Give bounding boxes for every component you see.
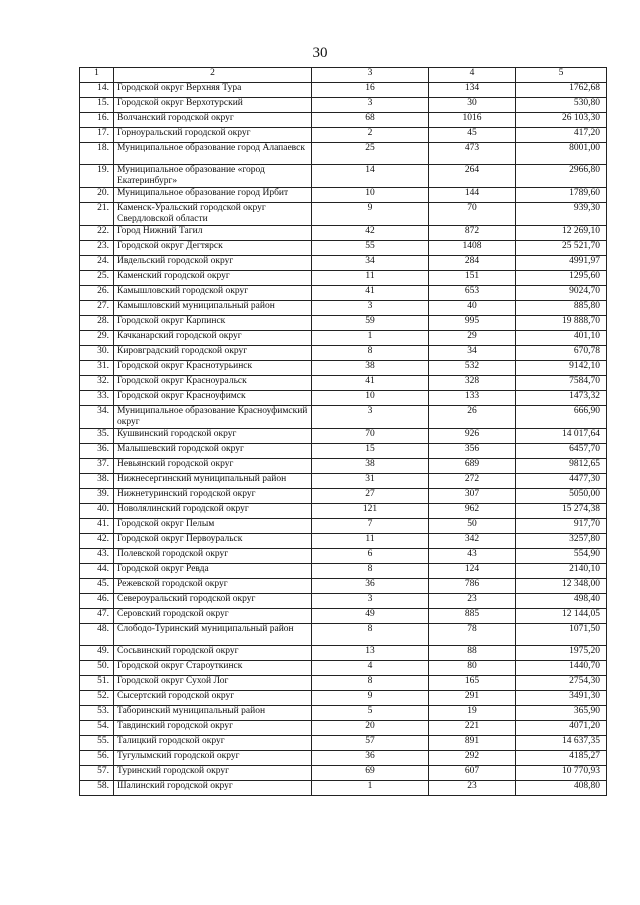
table-cell-col1: 28. — [80, 316, 114, 331]
table-cell-col2: Городской округ Староуткинск — [114, 661, 312, 676]
table-row — [80, 459, 607, 474]
table-cell-col1: 46. — [80, 594, 114, 609]
table-cell-col1: 44. — [80, 564, 114, 579]
table-cell-col3: 7 — [312, 519, 429, 534]
table-cell-col5: 6457,70 — [516, 444, 607, 459]
table-row — [80, 83, 607, 98]
table-cell-col2: Городской округ Ревда — [114, 564, 312, 579]
table-cell-col2: Городской округ Верхняя Тура — [114, 83, 312, 98]
table-cell-col3: 20 — [312, 721, 429, 736]
table-cell-col4: 891 — [429, 736, 516, 751]
table-row — [80, 534, 607, 549]
table-cell-col4: 272 — [429, 474, 516, 489]
table-cell-col4: 88 — [429, 646, 516, 661]
table-row — [80, 203, 607, 226]
table-row — [80, 661, 607, 676]
table-cell-col5: 666,90 — [516, 406, 607, 429]
table-cell-col4: 653 — [429, 286, 516, 301]
header-cell-5: 5 — [516, 68, 607, 83]
table-cell-col4: 926 — [429, 429, 516, 444]
table-row — [80, 361, 607, 376]
table-cell-col1: 43. — [80, 549, 114, 564]
table-row — [80, 316, 607, 331]
table-cell-col4: 30 — [429, 98, 516, 113]
table-cell-col2: Невьянский городской округ — [114, 459, 312, 474]
table-cell-col3: 8 — [312, 676, 429, 691]
table-cell-col5: 2754,30 — [516, 676, 607, 691]
table-row — [80, 188, 607, 203]
table-cell-col2: Горноуральский городской округ — [114, 128, 312, 143]
table-cell-col3: 13 — [312, 646, 429, 661]
table-cell-col2: Волчанский городской округ — [114, 113, 312, 128]
table-row — [80, 594, 607, 609]
table-cell-col3: 36 — [312, 751, 429, 766]
table-cell-col1: 40. — [80, 504, 114, 519]
table-header-row — [80, 68, 607, 83]
table-row — [80, 721, 607, 736]
table-cell-col4: 19 — [429, 706, 516, 721]
table-cell-col1: 45. — [80, 579, 114, 594]
table-row — [80, 128, 607, 143]
table-cell-col1: 22. — [80, 226, 114, 241]
table-cell-col3: 16 — [312, 83, 429, 98]
table-cell-col1: 41. — [80, 519, 114, 534]
table-cell-col4: 307 — [429, 489, 516, 504]
table-cell-col4: 43 — [429, 549, 516, 564]
table-cell-col2: Муниципальное образование город Ирбит — [114, 188, 312, 203]
header-cell-3: 3 — [312, 68, 429, 83]
table-row — [80, 301, 607, 316]
table-cell-col4: 473 — [429, 143, 516, 165]
table-cell-col5: 12 269,10 — [516, 226, 607, 241]
table-cell-col1: 27. — [80, 301, 114, 316]
table-cell-col2: Муниципальное образование город Алапаевск — [114, 143, 312, 165]
table-cell-col1: 39. — [80, 489, 114, 504]
page-number: 30 — [312, 45, 328, 61]
table-cell-col5: 554,90 — [516, 549, 607, 564]
table-cell-col4: 29 — [429, 331, 516, 346]
table-cell-col3: 25 — [312, 143, 429, 165]
table-cell-col2: Городской округ Дегтярск — [114, 241, 312, 256]
table-body — [80, 68, 607, 796]
table-cell-col5: 19 888,70 — [516, 316, 607, 331]
table-cell-col3: 9 — [312, 691, 429, 706]
table-cell-col2: Городской округ Карпинск — [114, 316, 312, 331]
table-cell-col1: 34. — [80, 406, 114, 429]
table-cell-col4: 284 — [429, 256, 516, 271]
table-cell-col5: 25 521,70 — [516, 241, 607, 256]
table-cell-col5: 12 144,05 — [516, 609, 607, 624]
table-cell-col4: 78 — [429, 624, 516, 646]
table-cell-col3: 11 — [312, 271, 429, 286]
table-cell-col3: 3 — [312, 301, 429, 316]
table-cell-col1: 58. — [80, 781, 114, 796]
table-row — [80, 646, 607, 661]
table-cell-col5: 1975,20 — [516, 646, 607, 661]
data-table — [79, 67, 607, 796]
table-row — [80, 781, 607, 796]
table-cell-col3: 70 — [312, 429, 429, 444]
table-row — [80, 271, 607, 286]
table-cell-col4: 23 — [429, 594, 516, 609]
table-row — [80, 256, 607, 271]
table-cell-col2: Городской округ Красноуфимск — [114, 391, 312, 406]
table-row — [80, 113, 607, 128]
header-cell-1: 1 — [80, 68, 114, 83]
table-cell-col3: 15 — [312, 444, 429, 459]
table-cell-col4: 26 — [429, 406, 516, 429]
table-row — [80, 331, 607, 346]
table-cell-col3: 49 — [312, 609, 429, 624]
table-cell-col2: Тугулымский городской округ — [114, 751, 312, 766]
table-cell-col2: Городской округ Сухой Лог — [114, 676, 312, 691]
table-cell-col1: 32. — [80, 376, 114, 391]
table-cell-col1: 17. — [80, 128, 114, 143]
table-cell-col4: 144 — [429, 188, 516, 203]
table-cell-col3: 31 — [312, 474, 429, 489]
table-cell-col2: Каменский городской округ — [114, 271, 312, 286]
table-cell-col5: 9142,10 — [516, 361, 607, 376]
table-cell-col3: 55 — [312, 241, 429, 256]
table-cell-col1: 42. — [80, 534, 114, 549]
table-row — [80, 504, 607, 519]
table-cell-col4: 221 — [429, 721, 516, 736]
table-cell-col1: 51. — [80, 676, 114, 691]
table-row — [80, 676, 607, 691]
table-row — [80, 165, 607, 188]
table-cell-col3: 3 — [312, 98, 429, 113]
table-cell-col5: 401,10 — [516, 331, 607, 346]
table-row — [80, 346, 607, 361]
table-cell-col2: Городской округ Краснотурьинск — [114, 361, 312, 376]
table-cell-col1: 29. — [80, 331, 114, 346]
table-cell-col5: 10 770,93 — [516, 766, 607, 781]
table-cell-col3: 38 — [312, 459, 429, 474]
table-row — [80, 691, 607, 706]
table-cell-col2: Талицкий городской округ — [114, 736, 312, 751]
table-row — [80, 444, 607, 459]
table-cell-col1: 23. — [80, 241, 114, 256]
table-cell-col5: 4185,27 — [516, 751, 607, 766]
table-cell-col1: 19. — [80, 165, 114, 188]
table-cell-col2: Малышевский городской округ — [114, 444, 312, 459]
table-cell-col5: 5050,00 — [516, 489, 607, 504]
table-cell-col3: 3 — [312, 406, 429, 429]
table-cell-col1: 52. — [80, 691, 114, 706]
table-cell-col1: 35. — [80, 429, 114, 444]
header-cell-4: 4 — [429, 68, 516, 83]
table-row — [80, 474, 607, 489]
table-cell-col2: Нижнетуринский городской округ — [114, 489, 312, 504]
table-row — [80, 609, 607, 624]
table-cell-col5: 2140,10 — [516, 564, 607, 579]
table-cell-col1: 20. — [80, 188, 114, 203]
table-cell-col4: 356 — [429, 444, 516, 459]
table-cell-col3: 1 — [312, 781, 429, 796]
table-cell-col2: Городской округ Пелым — [114, 519, 312, 534]
table-cell-col1: 56. — [80, 751, 114, 766]
table-cell-col4: 689 — [429, 459, 516, 474]
table-cell-col5: 12 348,00 — [516, 579, 607, 594]
table-cell-col2: Слободо-Туринский муниципальный район — [114, 624, 312, 646]
table-cell-col1: 15. — [80, 98, 114, 113]
table-cell-col4: 342 — [429, 534, 516, 549]
table-cell-col3: 59 — [312, 316, 429, 331]
table-cell-col5: 417,20 — [516, 128, 607, 143]
table-cell-col2: Городской округ Первоуральск — [114, 534, 312, 549]
table-cell-col5: 498,40 — [516, 594, 607, 609]
table-cell-col2: Новолялинский городской округ — [114, 504, 312, 519]
table-cell-col3: 121 — [312, 504, 429, 519]
table-cell-col5: 1295,60 — [516, 271, 607, 286]
table-cell-col3: 41 — [312, 376, 429, 391]
table-cell-col5: 1440,70 — [516, 661, 607, 676]
table-cell-col2: Каменск-Уральский городской округ Свердловской области — [114, 203, 312, 226]
table-cell-col1: 53. — [80, 706, 114, 721]
table-row — [80, 519, 607, 534]
table-cell-col5: 939,30 — [516, 203, 607, 226]
table-cell-col3: 42 — [312, 226, 429, 241]
table-cell-col4: 962 — [429, 504, 516, 519]
table-cell-col2: Сысертский городской округ — [114, 691, 312, 706]
table-cell-col2: Таборинский муниципальный район — [114, 706, 312, 721]
table-cell-col3: 6 — [312, 549, 429, 564]
table-cell-col2: Тавдинский городской округ — [114, 721, 312, 736]
table-cell-col3: 8 — [312, 564, 429, 579]
table-row — [80, 706, 607, 721]
table-cell-col2: Туринский городской округ — [114, 766, 312, 781]
table-cell-col1: 26. — [80, 286, 114, 301]
table-cell-col3: 11 — [312, 534, 429, 549]
table-cell-col5: 3491,30 — [516, 691, 607, 706]
table-cell-col3: 68 — [312, 113, 429, 128]
table-row — [80, 766, 607, 781]
table-row — [80, 564, 607, 579]
table-cell-col1: 18. — [80, 143, 114, 165]
table-cell-col2: Шалинский городской округ — [114, 781, 312, 796]
table-cell-col2: Городской округ Верхотурский — [114, 98, 312, 113]
table-cell-col1: 16. — [80, 113, 114, 128]
table-cell-col3: 9 — [312, 203, 429, 226]
table-cell-col4: 872 — [429, 226, 516, 241]
table-cell-col2: Качканарский городской округ — [114, 331, 312, 346]
table-cell-col4: 885 — [429, 609, 516, 624]
table-row — [80, 241, 607, 256]
table-cell-col3: 36 — [312, 579, 429, 594]
table-cell-col1: 30. — [80, 346, 114, 361]
table-cell-col4: 40 — [429, 301, 516, 316]
table-cell-col2: Сосьвинский городской округ — [114, 646, 312, 661]
table-cell-col2: Североуральский городской округ — [114, 594, 312, 609]
header-cell-2: 2 — [114, 68, 312, 83]
table-cell-col3: 41 — [312, 286, 429, 301]
table-cell-col3: 10 — [312, 391, 429, 406]
table-row — [80, 286, 607, 301]
table-cell-col3: 2 — [312, 128, 429, 143]
table-cell-col4: 45 — [429, 128, 516, 143]
table-cell-col5: 8001,00 — [516, 143, 607, 165]
table-cell-col4: 23 — [429, 781, 516, 796]
table-row — [80, 429, 607, 444]
table-cell-col5: 14 637,35 — [516, 736, 607, 751]
table-cell-col2: Камышловский городской округ — [114, 286, 312, 301]
table-cell-col5: 2966,80 — [516, 165, 607, 188]
table-cell-col4: 607 — [429, 766, 516, 781]
table-cell-col5: 1762,68 — [516, 83, 607, 98]
table-cell-col5: 15 274,38 — [516, 504, 607, 519]
table-cell-col5: 4477,30 — [516, 474, 607, 489]
table-cell-col3: 8 — [312, 346, 429, 361]
table-cell-col5: 3257,80 — [516, 534, 607, 549]
table-cell-col2: Город Нижний Тагил — [114, 226, 312, 241]
table-cell-col4: 80 — [429, 661, 516, 676]
table-cell-col2: Кировградский городской округ — [114, 346, 312, 361]
table-cell-col4: 328 — [429, 376, 516, 391]
table-cell-col5: 4071,20 — [516, 721, 607, 736]
table-row — [80, 751, 607, 766]
table-cell-col5: 408,80 — [516, 781, 607, 796]
table-cell-col5: 670,78 — [516, 346, 607, 361]
table-row — [80, 226, 607, 241]
table-cell-col2: Камышловский муниципальный район — [114, 301, 312, 316]
table-cell-col1: 14. — [80, 83, 114, 98]
table-cell-col1: 25. — [80, 271, 114, 286]
table-cell-col1: 36. — [80, 444, 114, 459]
table-cell-col1: 49. — [80, 646, 114, 661]
table-cell-col2: Муниципальное образование «город Екатеринбург» — [114, 165, 312, 188]
table-cell-col4: 786 — [429, 579, 516, 594]
table-cell-col3: 14 — [312, 165, 429, 188]
table-cell-col5: 365,90 — [516, 706, 607, 721]
table-cell-col2: Городской округ Красноуральск — [114, 376, 312, 391]
table-cell-col3: 38 — [312, 361, 429, 376]
table-cell-col1: 48. — [80, 624, 114, 646]
table-cell-col3: 27 — [312, 489, 429, 504]
table-cell-col1: 55. — [80, 736, 114, 751]
table-cell-col4: 1016 — [429, 113, 516, 128]
table-cell-col2: Серовский городской округ — [114, 609, 312, 624]
table-cell-col1: 24. — [80, 256, 114, 271]
table-cell-col5: 4991,97 — [516, 256, 607, 271]
table-cell-col2: Режевской городской округ — [114, 579, 312, 594]
table-cell-col2: Кушвинский городской округ — [114, 429, 312, 444]
table-cell-col5: 9812,65 — [516, 459, 607, 474]
table-cell-col1: 50. — [80, 661, 114, 676]
table-cell-col3: 57 — [312, 736, 429, 751]
table-row — [80, 549, 607, 564]
table-row — [80, 736, 607, 751]
table-cell-col2: Нижнесергинский муниципальный район — [114, 474, 312, 489]
table-cell-col4: 292 — [429, 751, 516, 766]
table-cell-col5: 1473,32 — [516, 391, 607, 406]
table-cell-col5: 26 103,30 — [516, 113, 607, 128]
table-cell-col3: 8 — [312, 624, 429, 646]
table-cell-col3: 1 — [312, 331, 429, 346]
table-cell-col4: 1408 — [429, 241, 516, 256]
table-cell-col2: Ивдельский городской округ — [114, 256, 312, 271]
table-cell-col1: 54. — [80, 721, 114, 736]
table-cell-col4: 165 — [429, 676, 516, 691]
table-cell-col1: 38. — [80, 474, 114, 489]
table-cell-col5: 917,70 — [516, 519, 607, 534]
table-cell-col4: 50 — [429, 519, 516, 534]
table-cell-col4: 151 — [429, 271, 516, 286]
table-cell-col1: 21. — [80, 203, 114, 226]
table-cell-col3: 34 — [312, 256, 429, 271]
table-row — [80, 143, 607, 165]
table-cell-col1: 33. — [80, 391, 114, 406]
table-cell-col2: Полевской городской округ — [114, 549, 312, 564]
table-cell-col5: 1789,60 — [516, 188, 607, 203]
table-row — [80, 391, 607, 406]
table-cell-col4: 70 — [429, 203, 516, 226]
table-cell-col5: 1071,50 — [516, 624, 607, 646]
table-cell-col1: 37. — [80, 459, 114, 474]
table-cell-col4: 291 — [429, 691, 516, 706]
table-cell-col3: 5 — [312, 706, 429, 721]
table-cell-col1: 47. — [80, 609, 114, 624]
table-cell-col5: 14 017,64 — [516, 429, 607, 444]
table-cell-col3: 4 — [312, 661, 429, 676]
table-row — [80, 579, 607, 594]
table-cell-col4: 34 — [429, 346, 516, 361]
table-cell-col3: 10 — [312, 188, 429, 203]
table-cell-col5: 885,80 — [516, 301, 607, 316]
table-cell-col5: 530,80 — [516, 98, 607, 113]
table-row — [80, 406, 607, 429]
table-row — [80, 376, 607, 391]
table-cell-col4: 124 — [429, 564, 516, 579]
table-row — [80, 98, 607, 113]
table-cell-col2: Муниципальное образование Красноуфимский округ — [114, 406, 312, 429]
table-cell-col3: 69 — [312, 766, 429, 781]
table-cell-col5: 7584,70 — [516, 376, 607, 391]
table-cell-col4: 134 — [429, 83, 516, 98]
table-cell-col3: 3 — [312, 594, 429, 609]
table-cell-col4: 995 — [429, 316, 516, 331]
table-cell-col4: 532 — [429, 361, 516, 376]
table-cell-col5: 9024,70 — [516, 286, 607, 301]
table-cell-col4: 133 — [429, 391, 516, 406]
table-cell-col1: 31. — [80, 361, 114, 376]
table-row — [80, 624, 607, 646]
table-cell-col4: 264 — [429, 165, 516, 188]
table-row — [80, 489, 607, 504]
table-cell-col1: 57. — [80, 766, 114, 781]
